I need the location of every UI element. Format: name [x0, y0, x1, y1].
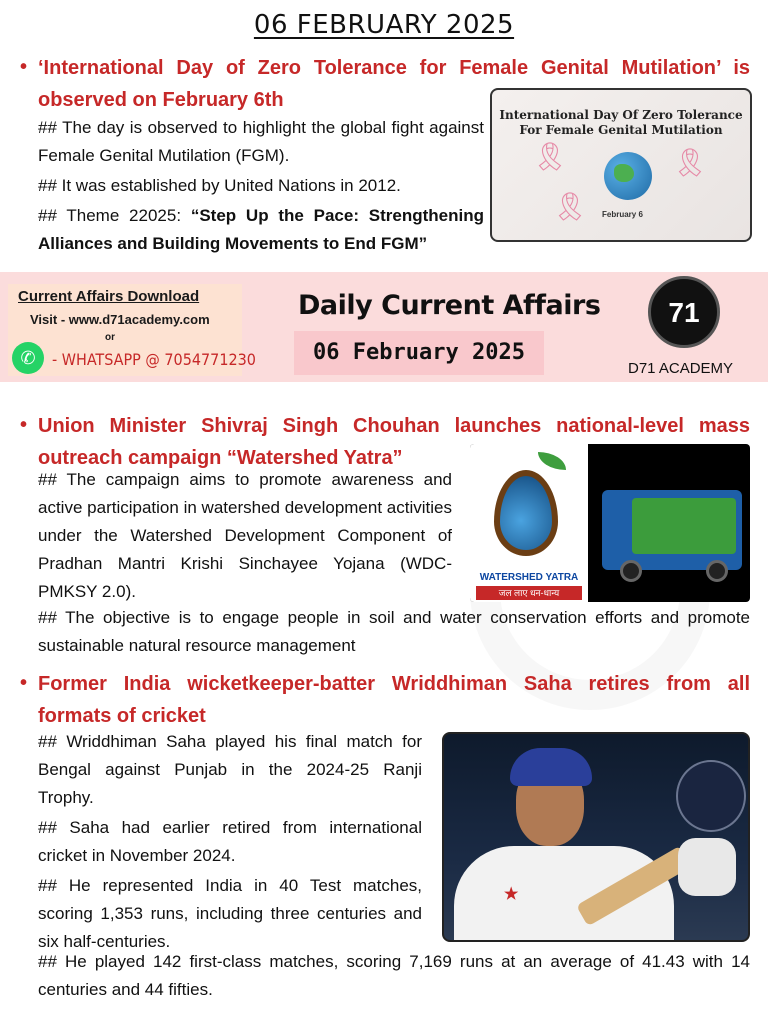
- news3-line3: ## He represented India in 40 Test matches, scoring 1,353 runs, including three centuries and six half-centuries.: [38, 876, 422, 951]
- banner-date: 06 February 2025: [294, 331, 544, 375]
- ribbon-icon: 🎗: [552, 191, 588, 222]
- news2-line1: ## The campaign aims to promote awareness and active participation in watershed development activities under the Watershed Development Component of Pradhan Mantri Krishi Sinchayee Yojana (WDC-PMKSY 2.0).: [38, 470, 452, 601]
- or-label: or: [105, 332, 115, 343]
- news3-body: [38, 728, 422, 956]
- news3-line1: ## Wriddhiman Saha played his final match for Bengal against Punjab in the 2024-25 Ranji Trophy.: [38, 732, 422, 807]
- bullet-icon: •: [20, 414, 28, 436]
- ribbon-icon: 🎗: [672, 147, 708, 178]
- watershed-logo-panel: [470, 444, 588, 602]
- news1-body: [38, 114, 484, 258]
- watershed-yatra-image: [470, 444, 750, 602]
- fgm-image-date: February 6: [602, 210, 643, 219]
- bullet-icon: •: [20, 56, 28, 78]
- news1-line1: ## The day is observed to highlight the global fight against Female Genital Mutilation (FGM).: [38, 118, 484, 165]
- wheel-icon: [620, 560, 642, 582]
- logo-text: 71: [668, 297, 700, 328]
- leaf-icon: [538, 452, 566, 470]
- truck-icon: [602, 490, 742, 570]
- date-text: 06 FEBRUARY 2025: [253, 10, 515, 40]
- banner-title: Daily Current Affairs: [298, 290, 601, 321]
- globe-icon: [604, 152, 652, 200]
- download-title[interactable]: Current Affairs Download: [18, 288, 200, 305]
- whatsapp-number[interactable]: - WHATSAPP @ 7054771230: [52, 350, 256, 369]
- star-icon: ★: [504, 886, 519, 903]
- news1-line2: ## It was established by United Nations in 2012.: [38, 176, 401, 195]
- whatsapp-icon: ✆: [12, 342, 44, 374]
- water-drop-icon: [494, 470, 558, 556]
- academy-name: D71 ACADEMY: [628, 360, 734, 377]
- watershed-slogan: जल लाए धन-धान्य: [476, 586, 582, 600]
- player-bandana: [510, 748, 592, 786]
- watershed-label: WATERSHED YATRA: [479, 572, 579, 583]
- news3-title: Former India wicketkeeper-batter Wriddhiman Saha retires from all formats of cricket: [38, 673, 750, 727]
- news1-line3-prefix: ## Theme 22025:: [38, 206, 191, 225]
- news2-line2: ## The objective is to engage people in soil and water conservation efforts and promote sustainable natural resource management: [38, 608, 750, 655]
- bullet-icon: •: [20, 672, 28, 694]
- saha-photo: [442, 732, 750, 942]
- page-date-header: [0, 10, 768, 40]
- d71-logo: [648, 276, 720, 348]
- news3-line2: ## Saha had earlier retired from international cricket in November 2024.: [38, 818, 422, 865]
- helmet-icon: [676, 760, 746, 832]
- news1-title: ‘International Day of Zero Tolerance for Female Genital Mutilation’ is observed on February 6th: [38, 57, 750, 111]
- wheel-icon: [706, 560, 728, 582]
- fgm-image-title: International Day Of Zero Tolerance For Female Genital Mutilation: [499, 108, 743, 137]
- news1-line3: [38, 202, 484, 258]
- fgm-day-image: [490, 88, 752, 242]
- glove-icon: [678, 838, 736, 896]
- website-link[interactable]: Visit - www.d71academy.com: [30, 312, 210, 327]
- news3-line4: ## He played 142 first-class matches, scoring 7,169 runs at an average of 41.43 with 14 centuries and 44 fifties.: [38, 952, 750, 999]
- news2-title: Union Minister Shivraj Singh Chouhan launches national-level mass outreach campaign “Watershed Yatra”: [38, 415, 750, 469]
- ribbon-icon: 🎗: [532, 141, 568, 172]
- truck-panel: [632, 498, 736, 554]
- news1-theme: “Step Up the Pace: Strengthening Alliances and Building Movements to End FGM”: [38, 206, 484, 253]
